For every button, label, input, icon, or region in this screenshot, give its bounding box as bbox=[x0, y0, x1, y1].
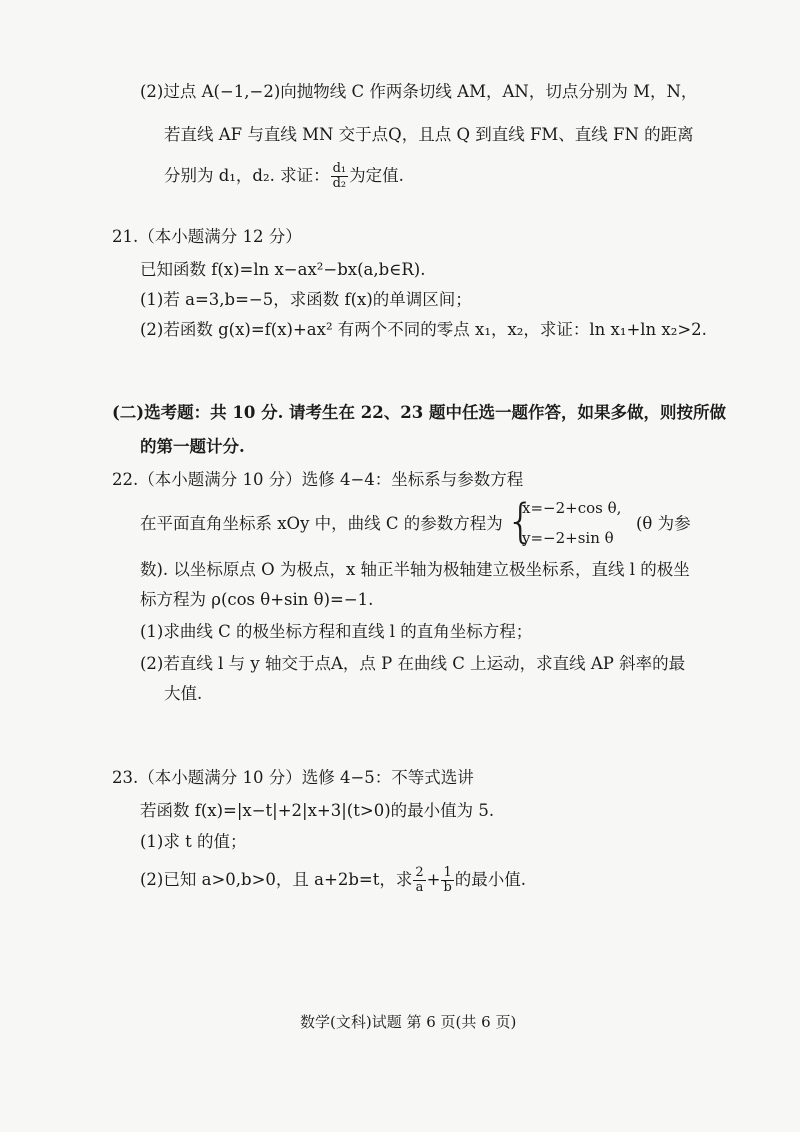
section2-line1: (二)选考题：共 10 分. 请考生在 22、23 题中任选一题作答，如果多做，则按所做 bbox=[112, 403, 726, 422]
q20-part2-line3 bbox=[164, 162, 404, 191]
q21-header: 21.（本小题满分 12 分） bbox=[112, 227, 302, 246]
q22-eq2: y=−2+sin θ bbox=[522, 529, 614, 547]
q22-line2: 数). 以坐标原点 O 为极点，x 轴正半轴为极轴建立极坐标系，直线 l 的极坐 bbox=[140, 560, 690, 579]
q20-part2-line1: (2)过点 A(−1,−2)向抛物线 C 作两条切线 AM，AN，切点分别为 M，N， bbox=[140, 82, 698, 101]
q22-stem-pre: 在平面直角坐标系 xOy 中，曲线 C 的参数方程为 bbox=[140, 514, 503, 533]
q23-fraction-2-over-a bbox=[413, 866, 425, 895]
q22-system-brace: { bbox=[506, 494, 536, 548]
q23-header: 23.（本小题满分 10 分）选修 4−5：不等式选讲 bbox=[112, 768, 474, 787]
q20-part2-line2: 若直线 AF 与直线 MN 交于点Q，且点 Q 到直线 FM、直线 FN 的距离 bbox=[164, 125, 694, 144]
q23-part2 bbox=[140, 866, 526, 895]
q20-frac-num: d₁ bbox=[332, 161, 347, 176]
q21-part1: (1)若 a=3,b=−5，求函数 f(x)的单调区间； bbox=[140, 290, 472, 309]
q22-part1: (1)求曲线 C 的极坐标方程和直线 l 的直角坐标方程； bbox=[140, 622, 533, 641]
q22-line3: 标方程为 ρ(cos θ+sin θ)=−1. bbox=[140, 590, 374, 609]
q21-part2: (2)若函数 g(x)=f(x)+ax² 有两个不同的零点 x₁，x₂，求证：ln x₁+ln x₂>2. bbox=[140, 320, 707, 339]
q22-eq1: x=−2+cos θ, bbox=[522, 499, 622, 517]
q23-f2-den: b bbox=[443, 880, 452, 895]
q23-f2-num: 1 bbox=[441, 866, 453, 881]
q22-stem-post: (θ 为参 bbox=[636, 514, 691, 533]
q23-part2-pre: (2)已知 a>0,b>0，且 a+2b=t，求 bbox=[140, 870, 413, 889]
q23-stem: 若函数 f(x)=|x−t|+2|x+3|(t>0)的最小值为 5. bbox=[140, 801, 495, 820]
q23-fraction-1-over-b bbox=[441, 866, 453, 895]
q21-stem: 已知函数 f(x)=ln x−ax²−bx(a,b∈R). bbox=[140, 260, 426, 279]
q23-part1: (1)求 t 的值； bbox=[140, 832, 247, 851]
q23-part2-post: 的最小值. bbox=[454, 870, 527, 889]
q22-header: 22.（本小题满分 10 分）选修 4−4：坐标系与参数方程 bbox=[112, 470, 524, 489]
page-footer: 数学(文科)试题 第 6 页(共 6 页) bbox=[300, 1013, 517, 1031]
q22-part2-line1: (2)若直线 l 与 y 轴交于点A，点 P 在曲线 C 上运动，求直线 AP 斜率的最 bbox=[140, 654, 686, 673]
q23-f1-num: 2 bbox=[415, 865, 424, 880]
q20-line3-pre: 分别为 d₁，d₂. 求证： bbox=[164, 166, 330, 185]
q20-fraction bbox=[331, 162, 349, 191]
q23-f1-den: a bbox=[415, 880, 424, 895]
q20-line3-post: 为定值. bbox=[349, 166, 404, 185]
section2-line2: 的第一题计分. bbox=[140, 437, 245, 456]
q20-frac-den: d₂ bbox=[332, 176, 347, 191]
q23-plus: + bbox=[426, 870, 441, 889]
q22-part2-line2: 大值. bbox=[164, 684, 203, 703]
